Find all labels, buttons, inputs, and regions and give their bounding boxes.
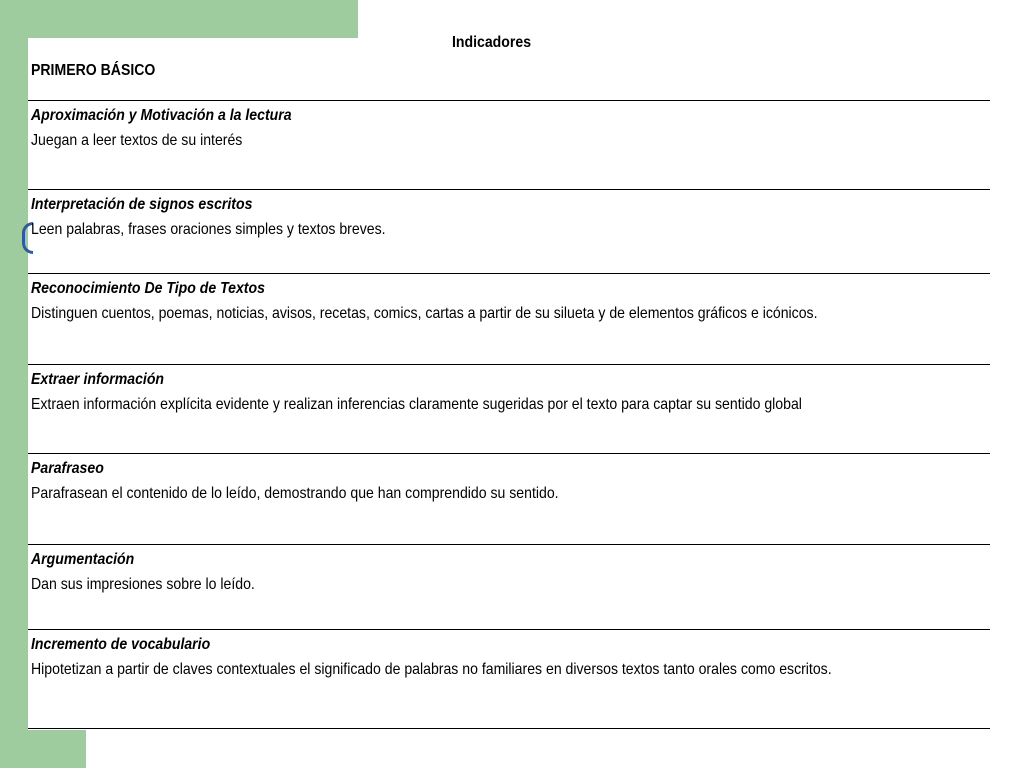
row-divider bbox=[28, 273, 990, 274]
green-decor-top bbox=[0, 0, 358, 38]
indicator-description: Juegan a leer textos de su interés bbox=[31, 132, 243, 149]
row-divider bbox=[28, 544, 990, 545]
level-title: PRIMERO BÁSICO bbox=[31, 62, 156, 79]
row-divider bbox=[28, 453, 990, 454]
indicator-title: Extraer información bbox=[31, 371, 165, 388]
column-header: Indicadores bbox=[452, 34, 532, 51]
indicator-description: Extraen información explícita evidente y realizan inferencias claramente sugeridas por el texto para captar su sentido global bbox=[31, 396, 802, 413]
green-decor-left bbox=[0, 0, 28, 768]
indicator-title: Incremento de vocabulario bbox=[31, 636, 211, 653]
indicator-title: Interpretación de signos escritos bbox=[31, 196, 253, 213]
indicator-title: Parafraseo bbox=[31, 460, 104, 477]
indicator-title: Reconocimiento De Tipo de Textos bbox=[31, 280, 265, 297]
indicator-description: Hipotetizan a partir de claves contextuales el significado de palabras no familiares en diversos textos tanto orales como escritos. bbox=[31, 661, 832, 678]
table-bottom-border bbox=[28, 728, 990, 729]
indicator-description: Distinguen cuentos, poemas, noticias, avisos, recetas, comics, cartas a partir de su silueta y de elementos gráficos e icónicos. bbox=[31, 305, 818, 322]
row-divider bbox=[28, 629, 990, 630]
green-decor-bottom bbox=[0, 730, 86, 768]
indicator-title: Argumentación bbox=[31, 551, 135, 568]
row-divider bbox=[28, 364, 990, 365]
indicator-description: Dan sus impresiones sobre lo leído. bbox=[31, 576, 255, 593]
indicator-description: Parafrasean el contenido de lo leído, demostrando que han comprendido su sentido. bbox=[31, 485, 559, 502]
row-divider bbox=[28, 100, 990, 101]
indicator-title: Aproximación y Motivación a la lectura bbox=[31, 107, 292, 124]
row-divider bbox=[28, 189, 990, 190]
indicator-description: Leen palabras, frases oraciones simples y textos breves. bbox=[31, 221, 386, 238]
